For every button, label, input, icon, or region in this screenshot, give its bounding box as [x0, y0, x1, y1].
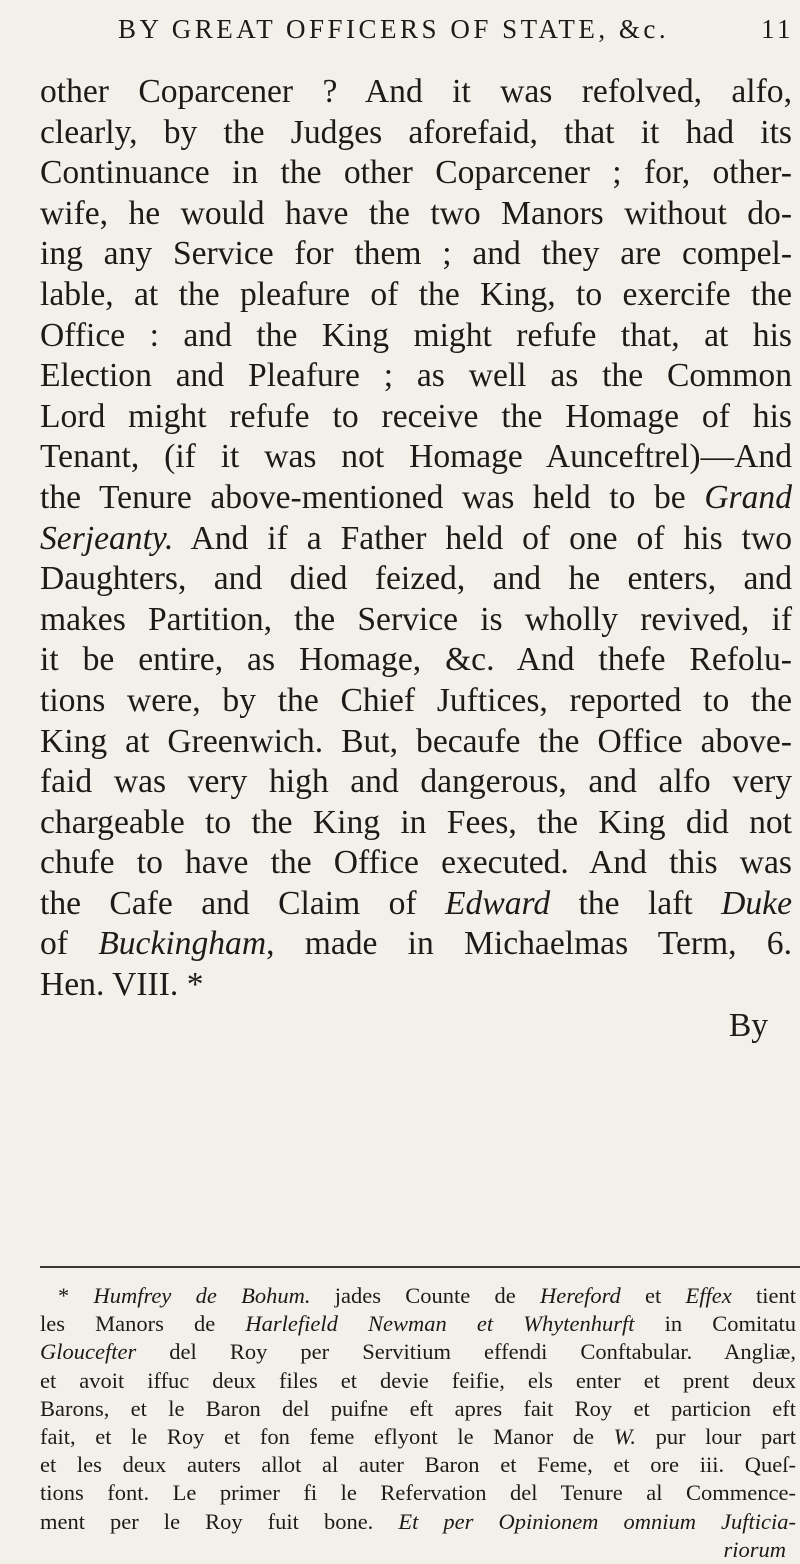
text-run: the Cafe and Claim of: [40, 884, 446, 922]
footnote-line: [40, 1338, 796, 1366]
text-run: tient: [731, 1283, 796, 1308]
text-line: ing any Service for them ; and they are compel-: [40, 235, 792, 273]
text-run: , made in Michaelmas Term, 6.: [266, 925, 792, 963]
running-title: BY GREAT OFFICERS OF STATE, &c.: [118, 14, 670, 44]
footnote-line: tions font. Le primer fi le Refervation del Tenure al Commence-: [40, 1480, 796, 1506]
text-line: wife, he would have the two Manors without do-: [40, 194, 792, 232]
footnote: [40, 1282, 796, 1564]
italic-name: Humfrey de Bohum.: [93, 1283, 311, 1308]
text-line: Continuance in the other Coparcener ; for, other-: [40, 154, 792, 192]
text-line: Election and Pleafure ; as well as the Common: [40, 357, 792, 395]
text-line: makes Partition, the Service is wholly revived, if: [40, 600, 792, 638]
text-line: it be entire, as Homage, &c. And thefe Refolu-: [40, 641, 792, 679]
text-line: Hen. VIII. *: [40, 966, 204, 1004]
catchword: By: [728, 1006, 768, 1044]
italic-name: Hereford: [539, 1283, 621, 1308]
footnote-line: [40, 1508, 796, 1536]
text-line: Daughters, and died feized, and he enters, and: [40, 560, 792, 598]
italic-name: Harlefield Newman et Whytenhurft: [245, 1311, 635, 1337]
footnote-line: [40, 1282, 796, 1310]
text-line: Lord might refufe to receive the Homage of his: [40, 397, 792, 435]
footnote-catchword: [40, 1536, 796, 1564]
text-line: Tenant, (if it was not Homage Aunceftrel)—And: [40, 438, 792, 476]
text-run: jades Counte de: [310, 1283, 540, 1308]
text-line: Office : and the King might refufe that, at his: [40, 316, 792, 354]
text-line: [40, 924, 792, 965]
text-run: the laft: [550, 884, 722, 922]
text-line: [40, 884, 792, 925]
footnote-line: et avoit iffuc deux files et devie feifie, els enter et prent deux: [40, 1367, 796, 1393]
footnote-line: [40, 1310, 796, 1338]
text-run: fait, et le Roy et fon feme eflyont le Manor de: [40, 1424, 614, 1450]
footnote-line: Barons, et le Baron del puifne eft apres fait Roy et particion eft: [40, 1395, 796, 1421]
text-run: pur lour part: [635, 1424, 797, 1450]
italic-name: Gloucefter: [40, 1339, 137, 1365]
text-line: other Coparcener ? And it was refolved, alfo,: [40, 73, 792, 110]
footnote-marker: *: [58, 1283, 94, 1308]
italic-name: Duke: [721, 884, 792, 922]
text-run: the Tenure above-mentioned was held to be: [40, 478, 705, 516]
italic-name: Effex: [685, 1283, 732, 1308]
text-run: in Comitatu: [634, 1311, 796, 1337]
text-line: lable, at the pleafure of the King, to exercife the: [40, 275, 792, 313]
text-run: of: [40, 925, 99, 963]
footnote-line: [40, 1423, 796, 1451]
footnote-line: et les deux auters allot al auter Baron et Feme, et ore iii. Queſ-: [40, 1452, 796, 1478]
italic-name: Buckingham: [98, 925, 267, 963]
text-line: clearly, by the Judges aforefaid, that it had its: [40, 113, 792, 151]
text-run: et: [620, 1283, 686, 1308]
text-line: chargeable to the King in Fees, the King did not: [40, 803, 792, 841]
text-run: ment per le Roy fuit bone.: [40, 1508, 399, 1534]
text-run: del Roy per Servitium effendi Conftabular. Angliæ,: [136, 1339, 796, 1365]
text-run: les Manors de: [40, 1311, 246, 1337]
text-line: King at Greenwich. But, becaufe the Office above-: [40, 722, 792, 760]
page-number: 11: [761, 14, 794, 44]
text-line: faid was very high and dangerous, and alfo very: [40, 763, 792, 801]
text-line: [40, 478, 792, 519]
italic-name: W.: [613, 1424, 636, 1450]
text-line: tions were, by the Chief Juftices, reported to the: [40, 681, 792, 719]
main-text: [40, 72, 792, 1046]
italic-term: Serjeanty.: [40, 519, 174, 557]
page-header: [118, 14, 794, 54]
italic-name: Edward: [445, 884, 551, 922]
text-line: chufe to have the Office executed. And this was: [40, 844, 792, 882]
italic-term: Grand: [704, 478, 792, 516]
italic-phrase: Et per Opinionem omnium Jufticia-: [398, 1508, 796, 1534]
text-line: [40, 519, 792, 560]
italic-catchword: riorum: [723, 1536, 786, 1562]
footnote-rule: [40, 1266, 800, 1268]
text-run: And if a Father held of one of his two: [173, 519, 792, 557]
